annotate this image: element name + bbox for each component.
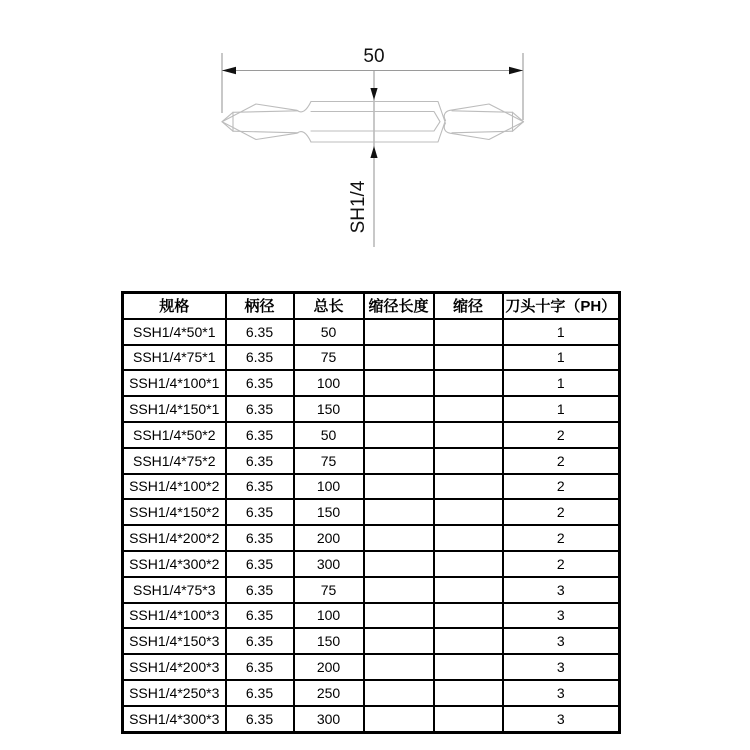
table-cell: 6.35 xyxy=(226,525,294,551)
table-cell: 3 xyxy=(503,680,620,706)
table-cell: SSH1/4*50*1 xyxy=(123,319,226,345)
table-cell: 200 xyxy=(294,525,364,551)
table-cell: 1 xyxy=(503,319,620,345)
table-cell: 300 xyxy=(294,551,364,577)
table-cell xyxy=(434,525,503,551)
table-cell xyxy=(364,551,434,577)
bit-outline xyxy=(222,102,524,143)
table-cell: 200 xyxy=(294,654,364,680)
table-cell: 75 xyxy=(294,448,364,474)
table-cell xyxy=(364,422,434,448)
table-row xyxy=(123,319,620,345)
table-cell xyxy=(434,577,503,603)
table-cell: SSH1/4*300*3 xyxy=(123,706,226,732)
table-cell: SSH1/4*300*2 xyxy=(123,551,226,577)
left-head-slot-lines xyxy=(233,111,298,133)
table-cell: 1 xyxy=(503,370,620,396)
table-cell: 6.35 xyxy=(226,345,294,371)
arrow-right-icon xyxy=(509,67,523,74)
table-cell xyxy=(434,654,503,680)
table-cell xyxy=(434,706,503,732)
table-cell xyxy=(434,396,503,422)
table-cell xyxy=(434,448,503,474)
dimension-lines xyxy=(222,53,523,247)
table-cell: SSH1/4*75*3 xyxy=(123,577,226,603)
table-cell: SSH1/4*75*2 xyxy=(123,448,226,474)
table-cell: SSH1/4*100*2 xyxy=(123,474,226,500)
arrow-left-icon xyxy=(222,67,236,74)
column-header: 规格 xyxy=(123,293,226,319)
table-cell: 6.35 xyxy=(226,577,294,603)
table-cell: 3 xyxy=(503,706,620,732)
table-row xyxy=(123,603,620,629)
table-cell xyxy=(434,370,503,396)
table-cell xyxy=(434,680,503,706)
table-cell xyxy=(364,603,434,629)
table-cell xyxy=(364,319,434,345)
table-row xyxy=(123,396,620,422)
table-cell: 100 xyxy=(294,474,364,500)
table-cell xyxy=(434,603,503,629)
table-cell: SSH1/4*75*1 xyxy=(123,345,226,371)
column-header: 总长 xyxy=(294,293,364,319)
table-cell xyxy=(364,448,434,474)
table-row xyxy=(123,551,620,577)
table-cell: 150 xyxy=(294,499,364,525)
table-cell xyxy=(364,628,434,654)
table-cell xyxy=(364,577,434,603)
table-cell: 6.35 xyxy=(226,370,294,396)
header-row xyxy=(123,293,620,319)
table-cell: 1 xyxy=(503,396,620,422)
table-cell: 6.35 xyxy=(226,628,294,654)
table-row xyxy=(123,706,620,732)
table-cell: 150 xyxy=(294,628,364,654)
table-cell: SSH1/4*150*2 xyxy=(123,499,226,525)
dimension-arrows xyxy=(222,67,523,158)
table-cell: 6.35 xyxy=(226,396,294,422)
spec-table xyxy=(121,291,621,734)
table-cell: 2 xyxy=(503,525,620,551)
table-cell xyxy=(434,628,503,654)
table-cell: 150 xyxy=(294,396,364,422)
table-cell: 2 xyxy=(503,422,620,448)
table-cell: SSH1/4*200*3 xyxy=(123,654,226,680)
table-cell xyxy=(434,345,503,371)
table-row xyxy=(123,345,620,371)
table-row xyxy=(123,654,620,680)
table-cell: 6.35 xyxy=(226,448,294,474)
shank-dimension-label: SH1/4 xyxy=(348,180,369,234)
table-cell: 50 xyxy=(294,319,364,345)
table-cell xyxy=(434,474,503,500)
table-cell xyxy=(434,319,503,345)
table-cell xyxy=(434,499,503,525)
table-cell xyxy=(364,706,434,732)
table-cell: 6.35 xyxy=(226,499,294,525)
table-cell xyxy=(364,396,434,422)
table-cell xyxy=(364,525,434,551)
left-tip-point xyxy=(222,112,233,131)
table-cell: SSH1/4*100*3 xyxy=(123,603,226,629)
table-cell: 2 xyxy=(503,499,620,525)
table-cell: 6.35 xyxy=(226,319,294,345)
table-cell: 6.35 xyxy=(226,706,294,732)
table-cell: 2 xyxy=(503,448,620,474)
table-cell: 6.35 xyxy=(226,422,294,448)
length-dimension-label: 50 xyxy=(363,46,385,67)
table-cell: 6.35 xyxy=(226,474,294,500)
table-row xyxy=(123,680,620,706)
column-header: 刀头十字（PH） xyxy=(503,293,620,319)
table-cell: 100 xyxy=(294,370,364,396)
right-head-bottom xyxy=(444,122,523,140)
table-row xyxy=(123,474,620,500)
arrow-down-icon xyxy=(370,88,377,100)
arrow-up-icon xyxy=(370,146,377,158)
table-cell: 6.35 xyxy=(226,654,294,680)
table-cell xyxy=(364,499,434,525)
table-row xyxy=(123,448,620,474)
table-row xyxy=(123,422,620,448)
table-cell: 6.35 xyxy=(226,551,294,577)
table-cell: SSH1/4*100*1 xyxy=(123,370,226,396)
table-cell: 2 xyxy=(503,551,620,577)
table-cell xyxy=(364,474,434,500)
table-cell: SSH1/4*150*3 xyxy=(123,628,226,654)
table-cell xyxy=(434,422,503,448)
table-cell: 50 xyxy=(294,422,364,448)
table-cell: 2 xyxy=(503,474,620,500)
table-cell xyxy=(364,654,434,680)
table-cell xyxy=(364,370,434,396)
table-cell xyxy=(434,551,503,577)
table-row xyxy=(123,577,620,603)
right-head-slot-lines xyxy=(452,111,513,133)
table-cell: 6.35 xyxy=(226,603,294,629)
column-header: 缩径 xyxy=(434,293,503,319)
table-cell: SSH1/4*200*2 xyxy=(123,525,226,551)
table-cell: 1 xyxy=(503,345,620,371)
table-cell: 3 xyxy=(503,628,620,654)
column-header: 柄径 xyxy=(226,293,294,319)
column-header: 缩径长度 xyxy=(364,293,434,319)
table-cell: 100 xyxy=(294,603,364,629)
spec-table-body xyxy=(123,319,620,732)
table-cell: SSH1/4*250*3 xyxy=(123,680,226,706)
spec-table-header xyxy=(123,293,620,319)
table-row xyxy=(123,499,620,525)
table-cell: 300 xyxy=(294,706,364,732)
right-tip-point xyxy=(513,112,524,131)
spec-table-container xyxy=(121,291,621,734)
table-cell: 250 xyxy=(294,680,364,706)
table-row xyxy=(123,370,620,396)
hex-shank-inner-lines xyxy=(311,112,440,132)
table-cell: 3 xyxy=(503,654,620,680)
table-cell: SSH1/4*150*1 xyxy=(123,396,226,422)
right-head-top xyxy=(444,104,523,122)
hex-shank-outline xyxy=(311,102,445,143)
table-cell: 75 xyxy=(294,345,364,371)
table-cell: 3 xyxy=(503,577,620,603)
table-cell: 75 xyxy=(294,577,364,603)
technical-drawing xyxy=(0,0,750,280)
table-cell xyxy=(364,680,434,706)
table-cell xyxy=(364,345,434,371)
table-cell: 6.35 xyxy=(226,680,294,706)
table-cell: SSH1/4*50*2 xyxy=(123,422,226,448)
bit-drawing-svg xyxy=(0,0,750,280)
table-cell: 3 xyxy=(503,603,620,629)
table-row xyxy=(123,525,620,551)
table-row xyxy=(123,628,620,654)
